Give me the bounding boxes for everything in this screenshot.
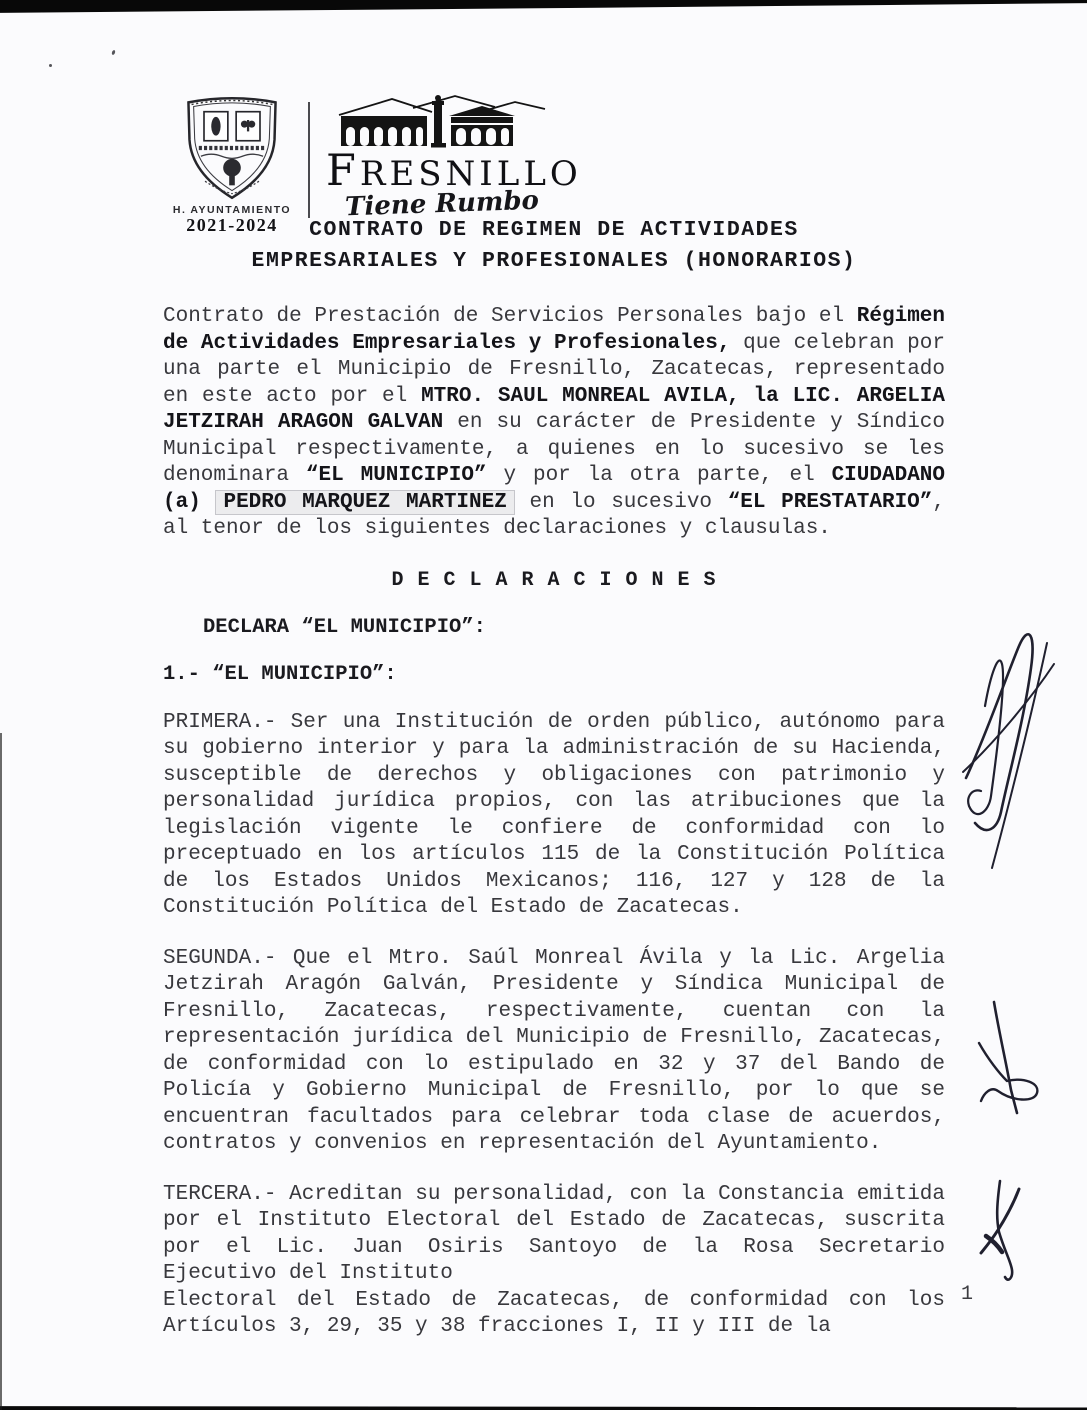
signature-mark-2 [979, 1002, 1037, 1113]
signature-mark-3 [981, 1181, 1019, 1280]
numeral-uno-heading: 1.- “EL MUNICIPIO”: [163, 662, 397, 686]
fresnillo-logo [326, 92, 582, 223]
contract-title-line1: CONTRATO DE REGIMEN DE ACTIVIDADES [309, 218, 799, 242]
aqueduct-icon [336, 94, 548, 150]
scan-speck [49, 64, 52, 67]
crest-org-label: H. AYUNTAMIENTO [172, 204, 292, 216]
declaration-segunda: SEGUNDA.- Que el Mtro. Saúl Monreal Ávila y la Lic. Argelia Jetzirah Aragón Galván, Presidente y Síndica Municipal de Fresnillo, Zacatecas, respectivamente, cuentan con la representación jurídica del Municipio de Fresnillo, Zacatecas, de conformidad con lo estipulado en 32 y 37 del Bando de Policía y Gobierno Municipal de Fresnillo, por lo que se encuentran facultados para celebrar toda clase de acuerdos, contratos y convenios en representación del Ayuntamiento. [163, 946, 945, 1155]
signature-mark-1 [963, 634, 1054, 868]
brand-name: FRESNILLO [326, 146, 582, 196]
logo-divider [308, 102, 310, 218]
brand-tagline: Tiene Rumbo [344, 185, 540, 223]
crest-term-label: 2021-2024 [186, 215, 278, 235]
contract-title-line2: EMPRESARIALES Y PROFESIONALES (HONORARIOS) [251, 249, 857, 273]
scan-edge-bottom-artifact [0, 1404, 1087, 1410]
page-number: 1 [961, 1283, 974, 1306]
scan-speck [111, 50, 116, 56]
scan-edge-top-artifact [0, 0, 1087, 14]
declaration-tercera-part1: TERCERA.- Acreditan su personalidad, con la Constancia emitida por el Instituto Electoral del Estado de Zacatecas, suscrita por el Lic. Juan Osiris Santoyo de la Rosa Secretario Ejecutivo del Instituto [163, 1182, 945, 1285]
contract-intro-paragraph: Contrato de Prestación de Servicios Personales bajo el Régimen de Actividades Empresariales y Profesionales, que celebran por una parte el Municipio de Fresnillo, Zacatecas, representado en este acto por el MTRO. SAUL MONREAL AVILA, la LIC. ARGELIA JETZIRAH ARAGON GALVAN en su carácter de Presidente y Síndico Municipal respectivamente, a quienes en lo sucesivo se les denominara “EL MUNICIPIO” y por la otra parte, el CIUDADANO (a) PEDRO MARQUEZ MARTINEZ en lo sucesivo “EL PRESTATARIO”, al tenor de los siguientes declaraciones y clausulas. [163, 305, 946, 540]
contract-body [163, 213, 945, 1341]
declaration-tercera-part2: Electoral del Estado de Zacatecas, de conformidad con los Artículos 3, 29, 35 y 38 fracciones I, II y III de la [163, 1288, 945, 1338]
declara-municipio-heading: DECLARA “EL MUNICIPIO”: [203, 615, 486, 639]
crest-shield-icon [180, 92, 284, 204]
declaration-primera: PRIMERA.- Ser una Institución de orden público, autónomo para su gobierno interior y para la administración de su Hacienda, susceptible de derechos y obligaciones con patrimonio y personalidad jurídica propios, con las atribuciones que la legislación vigente le confiere de conformidad con lo preceptuado en los artículos 115 de la Constitución Política de los Estados Unidos Mexicanos; 116, 127 y 128 de la Constitución Política del Estado de Zacatecas. [163, 710, 945, 919]
highlighted-text: PEDRO MARQUEZ MARTINEZ [216, 491, 513, 514]
declaraciones-heading: D E C L A R A C I O N E S [391, 568, 717, 592]
scan-edge-left-artifact [0, 733, 2, 1410]
contract-title [163, 215, 945, 277]
